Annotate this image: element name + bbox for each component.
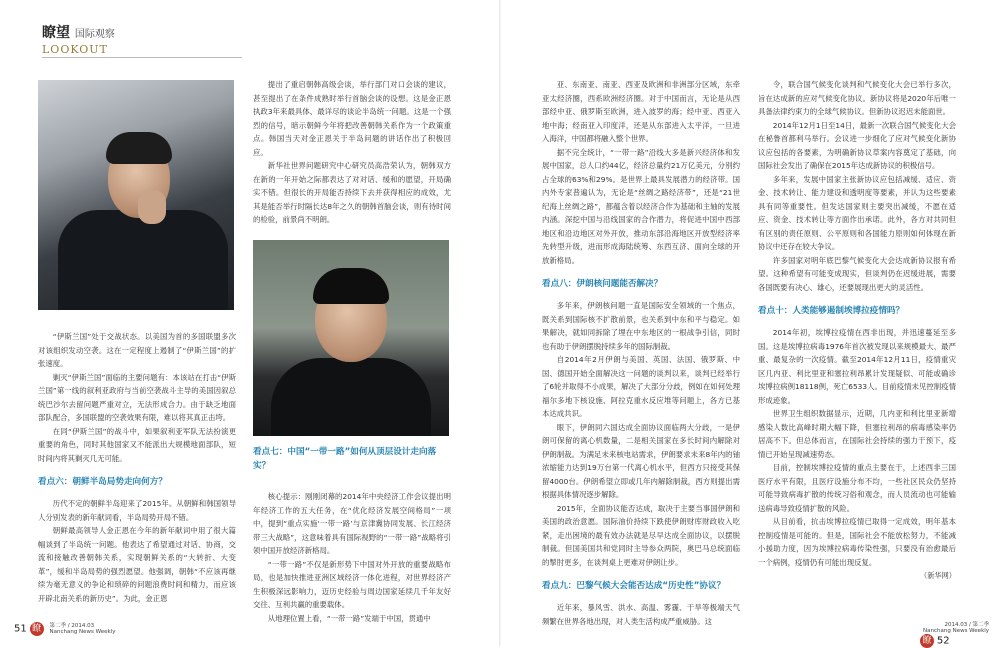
magazine-logo-icon: 瞭 — [920, 634, 934, 648]
paragraph: 自2014年2月伊朗与美国、英国、法国、俄罗斯、中国、德国开始全面解决这一问题的谈判以来，谈判已经举行了6轮并取得不小成果，解决了大部分分歧，例如在如何处理福尔多地下核设施、阿拉克重水反应堆等问题上，各方已基本达成共识。 — [542, 355, 740, 418]
page-number-right: 52 — [936, 635, 950, 647]
paragraph: 从地理位置上看，“一带一路”发端于中国，贯通中 — [267, 613, 431, 623]
paragraph: 多年来，发展中国家主张新协议应包括减缓、适应、资金、技术转让、能力建设和透明度等要素，并认为这些要素具有同等重要性。但发达国家则主要突出减缓，不愿在适应、资金、技术转让等方面作出承诺。此外，各方对共同但有区别的责任原则、公平原则和各国能力原则如何体现在新协议中还存在较大争议。 — [758, 174, 956, 251]
paragraph: 2014年初，埃博拉疫情在西非出现，并迅速蔓延至多国。这是埃博拉病毒1976年首次被发现以来规模最大、最严重、最复杂的一次疫情。截至2014年12月11日，疫情重灾区几内亚、利比里亚和塞拉利昂累计发现疑似、可能或确诊埃博拉病例18118例，死亡6533人。目前疫情未见控制疫情形成迹象。 — [758, 328, 956, 405]
paragraph: 从目前看，抗击埃博拉疫情已取得一定成效，明年基本控制疫情是可能的。但是，国际社会不能放松努力，不能减小援助力度，因为埃博拉病毒传染性强，只要没有治愈最后一个病例，疫情仍有可能出现反复。 — [758, 517, 956, 567]
photo-man-in-suit — [38, 80, 234, 310]
photo-leader-in-black — [253, 240, 449, 436]
paragraph: 新华社世界问题研究中心研究员高浩荣认为，朝韩双方在新的一年开始之际都表达了对对话、缓和的愿望，开局确实不错。但很长的开局能否持续下去并获得相应的成效，尤其是能否举行时隔长达8年之久的朝韩首脑会谈，则有待时间的检验，前景尚不明朗。 — [253, 161, 451, 224]
magazine-english-title: LOOKOUT — [42, 43, 108, 56]
paragraph: 近年来，暴风雪、洪水、高温、雾霾、干旱等极端天气频繁在世界各地出现，对人类生活构成严重威胁。这 — [542, 603, 740, 626]
paragraph: 朝鲜最高领导人金正恩在今年的新年献词中用了很大篇幅谈到了半岛统一问题。他表达了希望通过对话、协商，交流和接触改善朝韩关系，实现朝鲜关系的“大转折、大变革”，缓和半岛局势的强烈愿望。他强调，朝韩“不应该再继续为毫无意义的争论和琐碎的问题浪费时间和精力，而应该开辟北南关系的新历史”。为此，金正恩 — [38, 526, 236, 603]
paragraph: 据不完全统计，“一带一路”沿线大多是新兴经济体和发展中国家，总人口约44亿，经济总量约21万亿美元，分别约占全球的63%和29%。是世界上最具发展潜力的经济带。国内外专家普遍认为，无论是“丝绸之路经济带”，还是“21世纪海上丝绸之路”，都蕴含着以经济合作为基础和主轴的发展内涵。深挖中国与沿线国家的合作潜力，将促进中国中西部地区和沿边地区对外开放，推动东部沿海地区开放型经济率先转型升级，进而形成海陆统筹、东西互济、面向全球的开放新格局。 — [542, 147, 740, 265]
magazine-title: 瞭望 — [42, 25, 70, 41]
footer-issue-right: 2014.03 / 第二季 — [944, 622, 990, 628]
section-name: 国际观察 — [74, 29, 115, 40]
page-number-left: 51 — [14, 623, 27, 635]
right-column-2 — [758, 78, 956, 583]
paragraph: 提出了重启朝韩高级会谈，举行部门对口会谈的建议，甚至提出了在条件成熟时举行首脑会谈的设想。这是金正恩执政3年来最具体、最详尽的谈论半岛统一问题。这是一个强烈的信号，暗示朝鲜今年将把改善朝韩关系作为一个政策重点。韩国当天对金正恩关于半岛问题的讲话作出了积极回应。 — [253, 80, 451, 157]
heading-point-9: 看点九：巴黎气候大会能否达成“历史性”协议？ — [542, 581, 726, 591]
paragraph: 亚、东南亚、南亚、西亚及欧洲和非洲部分区域，东牵亚太经济圈，西系欧洲经济圈。对于中国而言，无论是从西部经中亚、俄罗斯至欧洲，进入波罗的海；经中亚、西亚入地中海；经南亚入印度洋，还是从东部进入太平洋，一旦进入海洋，中国都将融入整个世界。 — [542, 80, 740, 143]
paragraph: 剿灭“伊斯兰国”面临的主要问题有：本该站在打击“伊斯兰国”第一线的叙利亚政府与当前空袭战斗主导的美国因叙总统巴沙尔去留问题严重对立，无法形成合力。由于缺乏地面部队配合，多国联盟的空袭效果有限，难以将其真正击垮。 — [38, 372, 236, 422]
heading-point-8: 看点八：伊朗核问题能否解决？ — [542, 279, 663, 289]
heading-point-10: 看点十：人类能够遏制埃博拉疫情吗？ — [758, 306, 905, 316]
paragraph: 令，联合国气候变化谈判和气候变化大会已举行多次，旨在达成新的应对气候变化协议。新协议将是2020年后唯一具备法律约束力的全球气候协议。但新协议迟迟未能面世。 — [758, 80, 956, 116]
heading-point-6: 看点六：朝鲜半岛局势走向何方？ — [38, 477, 167, 487]
paragraph: 在同“伊斯兰国”的战斗中，如果叙利亚军队无法扮演更重要的角色，同时其他国家又不能派出大规模地面部队，短时间内将其剿灭几无可能。 — [38, 426, 236, 463]
magazine-logo-icon: 瞭 — [30, 622, 44, 636]
paragraph: 核心提示：刚刚闭幕的2014年中央经济工作会议提出明年经济工作的五大任务，在“优化经济发展空间格局”一项中，提到“重点实施‘一带一路’与京津冀协同发展、长江经济带三大战略”，这意味着具有国际视野的“一带一路”战略将引领中国开放经济新格局。 — [253, 492, 451, 555]
right-column-1 — [542, 78, 740, 628]
magazine-header — [42, 22, 115, 56]
paragraph: “伊斯兰国”处于交战状态。以美国为首的多国联盟多次对该组织发动空袭。这在一定程度上遏制了“伊斯兰国”的扩张速度。 — [38, 332, 236, 368]
paragraph: 目前，控制埃博拉疫情的重点主要在于，上述西非三国医疗水平有限，且医疗设施分布不均，一些社区民众仍坚持可能导致病毒扩散的传统习俗和观念，而人员流动也可能输送病毒导致疫情扩散的风险。 — [758, 463, 956, 513]
paragraph: 历代不定的朝鲜半岛迎来了2015年。从朝鲜和韩国领导人分别发表的新年献词看，半岛局势开局不错。 — [38, 499, 236, 522]
footer-issue-left: 第二季 / 2014.03 — [49, 623, 95, 629]
article-source: （新华网） — [920, 571, 956, 580]
header-rule — [42, 57, 242, 58]
paragraph: 2014年12月1日至14日，最新一次联合国气候变化大会在秘鲁首都利马举行。会议进一步细化了应对气候变化新协议应包括的各要素，为明确新协议草案内容奠定了基础，向国际社会发出了确保在2015年达成新协议的积极信号。 — [758, 120, 956, 170]
footer-left — [14, 622, 119, 636]
paragraph: “一带一路”不仅是新形势下中国对外开放的重要战略布局，也是加快推进亚洲区域经济一体化进程，对世界经济产生积极深远影响力，迈历史经验与周边国家延续几千年友好交往、互利共赢的重要载体。 — [253, 559, 451, 609]
left-column-2-top — [253, 78, 451, 227]
paragraph: 2015年，全面协议能否达成，取决于主要当事国伊朗和美国的政治意愿。国际油价持续下跌使伊朗财库财政收入吃紧，走出困境的最有效办法就是尽早达成全面协议，以摆脱制裁。但国美国共和党同时主导参众两院，奥巴马总统面临的掣肘更多，在谈判桌上更难对伊朗让步。 — [542, 503, 740, 567]
footer-right — [920, 622, 1000, 648]
left-column-2-bottom — [253, 490, 451, 625]
heading-point-7: 看点七：中国“一带一路”如何从顶层设计走向落实？ — [253, 447, 437, 471]
footer-mag-right: Nanchang News Weekly — [923, 628, 990, 634]
paragraph: 多年来，伊朗核问题一直是国际安全领域的一个焦点，既关系到国际核不扩散前景，也关系到中东和平与稳定。如果解决，就如同拆除了埋在中东地区的一根战争引信，同时也有助于伊朗摆脱持续多年的国际制裁。 — [542, 301, 740, 351]
footer-mag-left: Nanchang News Weekly — [49, 629, 116, 635]
paragraph: 眼下，伊朗同六国达成全面协议面临两大分歧，一是伊朗可保留的离心机数量，二是相关国家在多长时间内解除对伊朗制裁。为满足未来核电站需求，伊朗要求未来8年内的铀浓缩能力达到19万台第一代离心机水平，但西方只接受其保留4000台。伊朗希望立即或几年内解除制裁，西方则提出需根据具体情况逐步解除。 — [542, 422, 740, 499]
paragraph: 许多国家对明年底巴黎气候变化大会达成新协议报有希望。这种希望有可能变成现实，但谈判仍在迟缓进展，需要各国既要有决心、雄心，还要展现出更大的灵活性。 — [758, 255, 956, 292]
left-column-1 — [38, 330, 236, 605]
left-page — [0, 0, 500, 646]
paragraph: 世界卫生组织数据显示，近期，几内亚和利比里亚新增感染人数比高峰时期大幅下降，但塞拉利昂的病毒感染率仍居高不下。但总体而言，在国际社会持续的强力干预下，疫情已开始呈现减速势态。 — [758, 409, 956, 459]
right-page — [500, 0, 1000, 646]
